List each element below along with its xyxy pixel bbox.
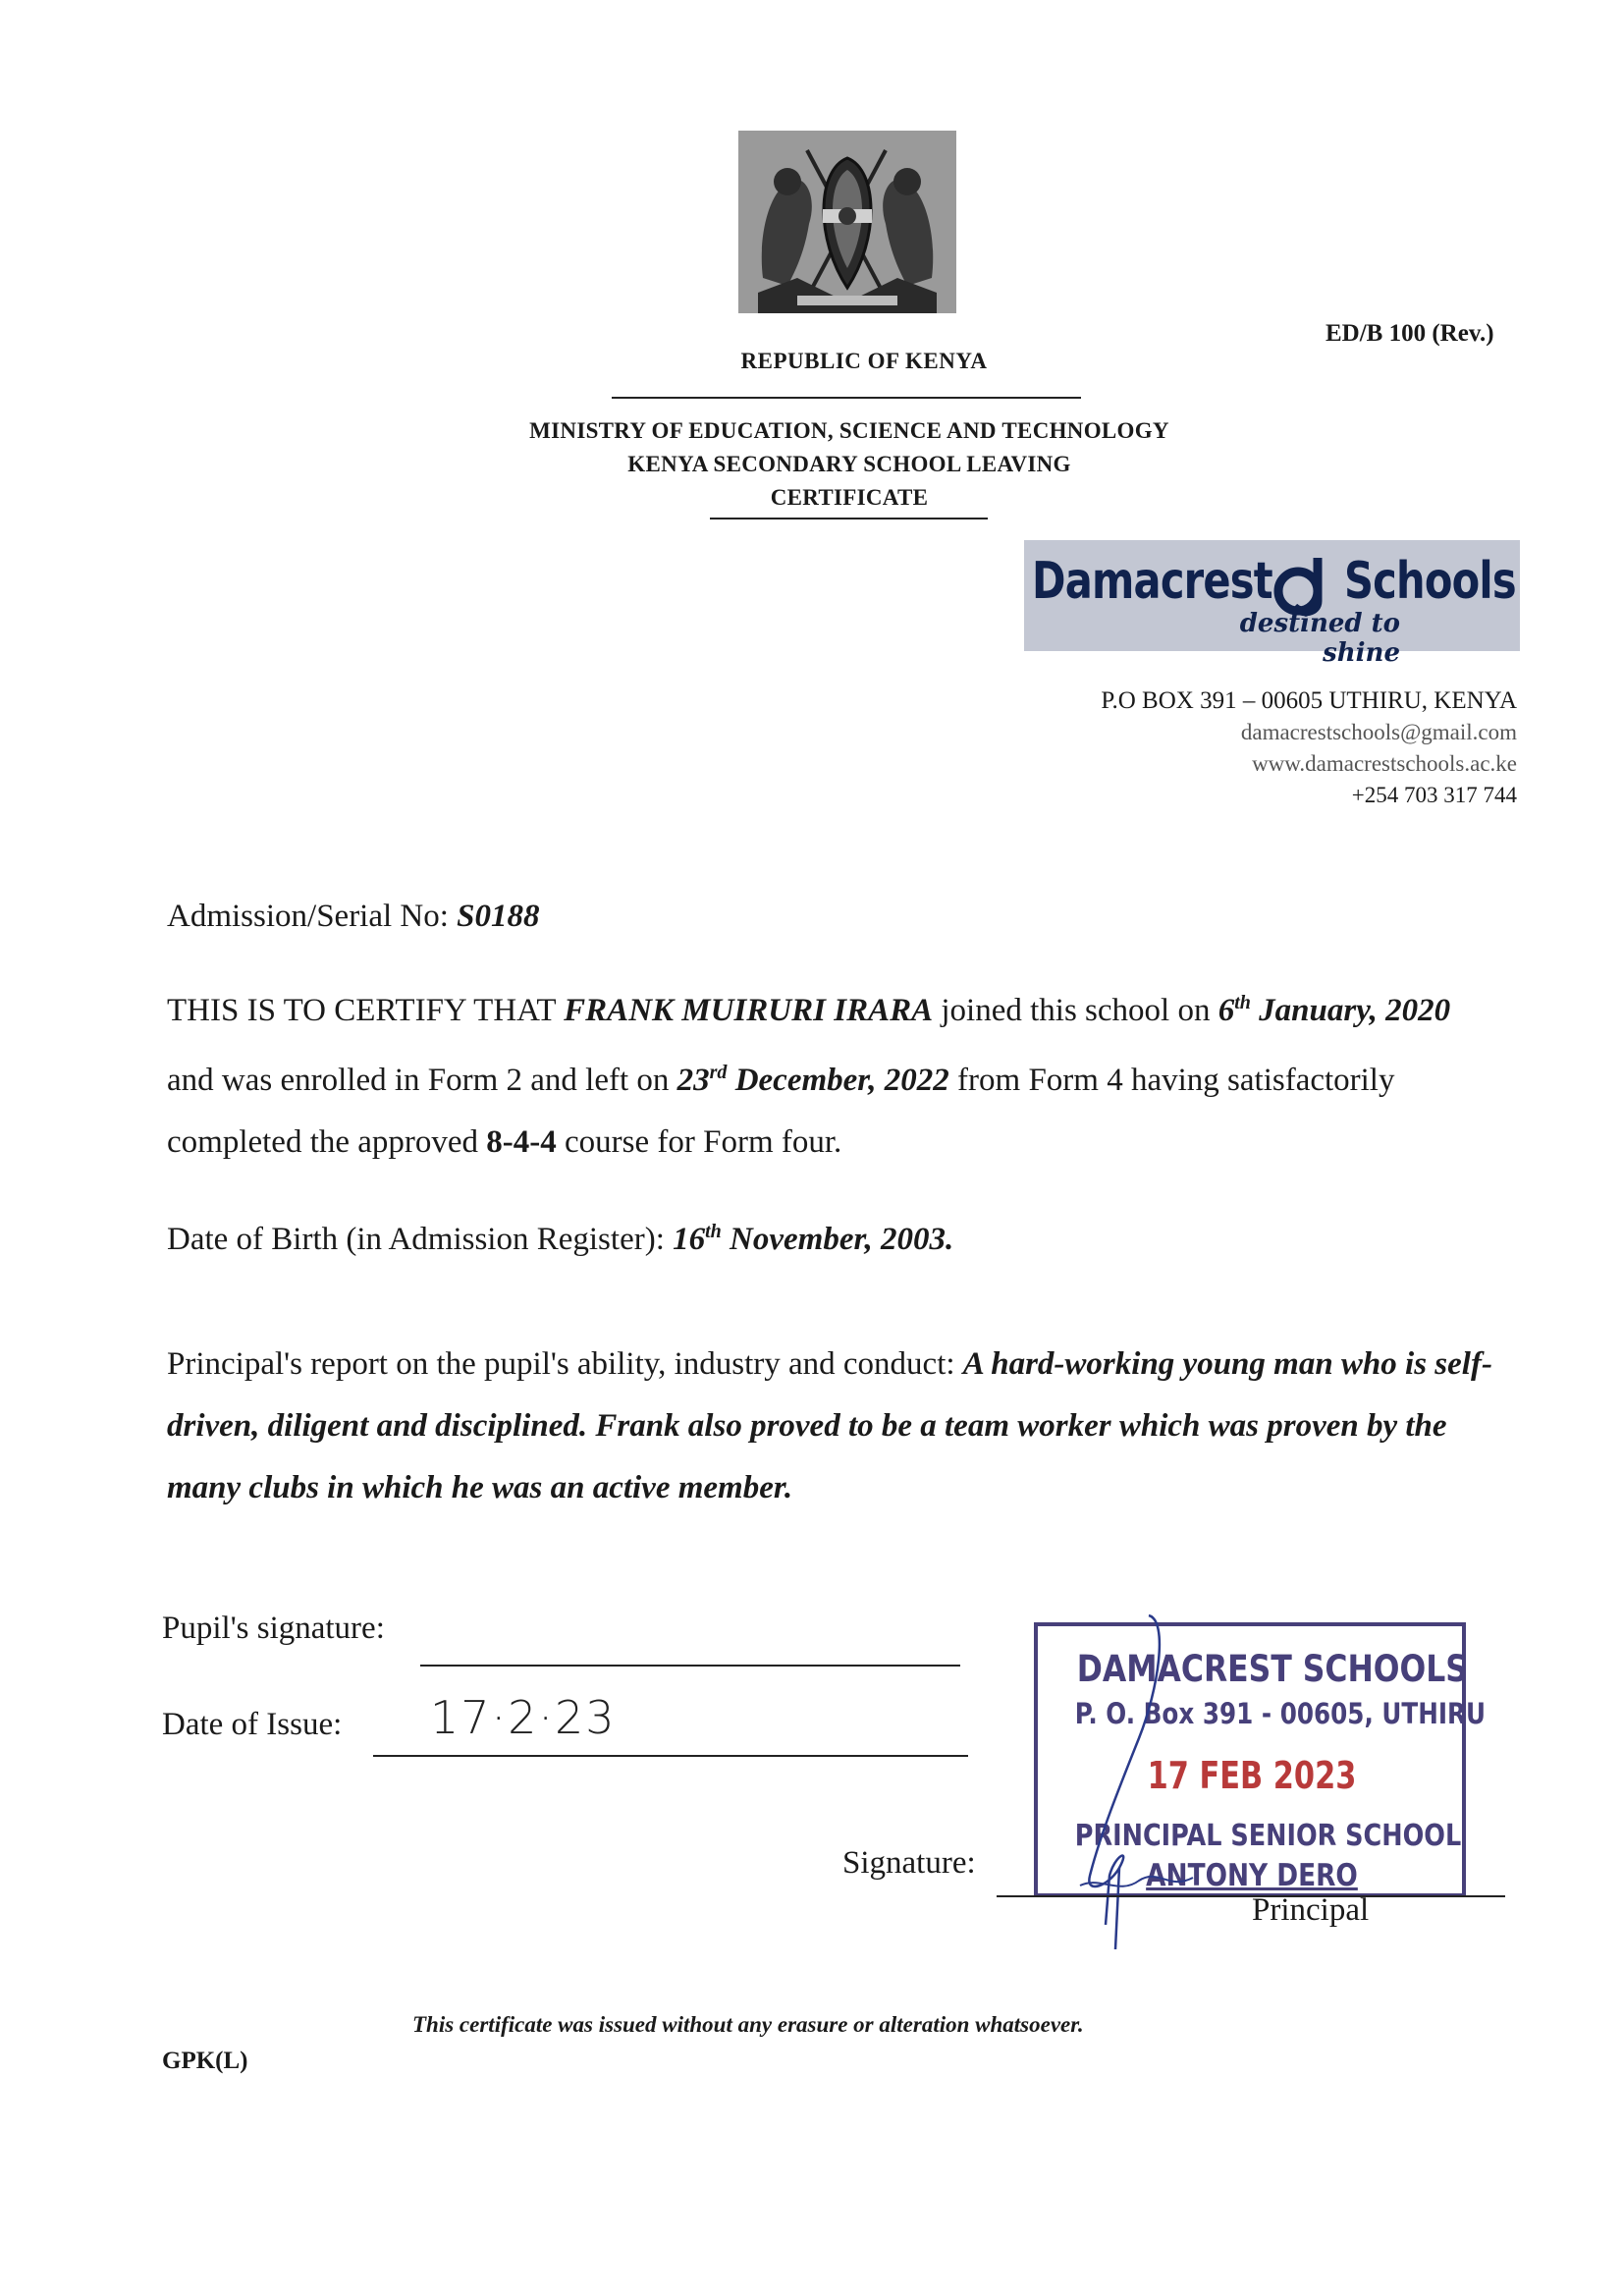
date-of-issue-label: Date of Issue: xyxy=(162,1707,343,1742)
dob-value xyxy=(673,1222,953,1257)
stamp-date: 17 FEB 2023 xyxy=(1147,1754,1357,1797)
handwritten-signature xyxy=(1021,1611,1276,1944)
join-day: 6 xyxy=(1217,993,1235,1028)
ministry-heading xyxy=(422,414,1276,515)
left-day: 23 xyxy=(676,1063,710,1098)
coat-of-arms-emblem xyxy=(738,131,956,313)
join-month-year: January, 2020 xyxy=(1259,993,1451,1028)
completed-text: having satisfactorily completed the approved xyxy=(167,1063,1395,1160)
from-form-text: from Form 4 xyxy=(957,1063,1123,1098)
report-label: Principal's report on the pupil's ability, industry and conduct: xyxy=(167,1346,955,1382)
dob-month-year: November, 2003. xyxy=(730,1222,954,1257)
ministry-line-1: MINISTRY OF EDUCATION, SCIENCE AND TECHNOLOGY xyxy=(529,418,1169,443)
dob-day: 16 xyxy=(673,1222,706,1257)
joined-text: joined this school on xyxy=(941,993,1211,1028)
stamp-po-box: P. O. Box 391 - 00605, UTHIRU xyxy=(1074,1697,1487,1730)
logo-tagline: destined to shine xyxy=(1239,609,1400,668)
coat-of-arms-icon xyxy=(738,131,956,313)
left-date xyxy=(677,1063,949,1098)
stamp-title: PRINCIPAL SENIOR SCHOOL xyxy=(1074,1819,1462,1853)
serial-value: S0188 xyxy=(457,899,540,934)
school-logo xyxy=(1024,540,1520,668)
date-of-birth xyxy=(167,1201,953,1271)
footer-note: This certificate was issued without any erasure or alteration whatsoever. xyxy=(412,2012,1084,2037)
student-name: FRANK MUIRURI IRARA xyxy=(564,993,934,1028)
ministry-line-2: KENYA SECONDARY SCHOOL LEAVING xyxy=(627,452,1071,476)
dob-label: Date of Birth (in Admission Register): xyxy=(167,1222,665,1257)
serial-label: Admission/Serial No: xyxy=(167,899,449,934)
logo-name-part-1: Damacrest xyxy=(1032,552,1272,611)
date-of-issue-line xyxy=(373,1755,968,1757)
po-box: P.O BOX 391 – 00605 UTHIRU, KENYA xyxy=(1101,687,1517,714)
report-text: A hard-working young man who is self-driven, diligent and disciplined. Frank also proved to be a team worker which was proven by the many clubs in which he was an active member. xyxy=(167,1346,1492,1505)
enrolled-text: and was enrolled in Form 2 and left on xyxy=(167,1063,670,1098)
course-system: 8-4-4 xyxy=(486,1124,557,1160)
principal-label: Principal xyxy=(1252,1892,1370,1928)
left-day-suffix: rd xyxy=(709,1062,728,1083)
republic-heading: REPUBLIC OF KENYA xyxy=(740,349,988,373)
phone: +254 703 317 744 xyxy=(1351,783,1517,807)
gpk-code: GPK(L) xyxy=(162,2048,248,2074)
pupil-signature-label: Pupil's signature: xyxy=(162,1611,385,1646)
course-rest: course for Form four. xyxy=(565,1124,842,1160)
stamp-school-name: DAMACREST SCHOOLS xyxy=(1076,1648,1468,1690)
stamp-person: ANTONY DERO xyxy=(1146,1858,1358,1893)
serial-number xyxy=(167,886,540,948)
website: www.damacrestschools.ac.ke xyxy=(1252,751,1517,776)
email: damacrestschools@gmail.com xyxy=(1240,720,1517,744)
left-month-year: December, 2022 xyxy=(734,1063,949,1098)
logo-mark-icon xyxy=(1272,554,1331,617)
form-code: ED/B 100 (Rev.) xyxy=(1325,320,1494,347)
date-of-issue-value: 17·2·23 xyxy=(430,1691,617,1744)
certify-paragraph xyxy=(167,972,1483,1174)
ministry-line-3: CERTIFICATE xyxy=(770,485,929,510)
signature-line xyxy=(997,1895,1505,1897)
dob-day-suffix: th xyxy=(705,1221,722,1242)
signature-label: Signature: xyxy=(842,1845,976,1881)
pupil-signature-line xyxy=(420,1665,960,1667)
school-address xyxy=(1101,685,1517,811)
certificate-divider xyxy=(710,518,988,519)
join-date xyxy=(1218,993,1450,1028)
join-day-suffix: th xyxy=(1234,992,1251,1013)
logo-name-part-2: Schools xyxy=(1344,552,1516,611)
principal-report xyxy=(167,1334,1502,1519)
heading-divider xyxy=(612,397,1081,399)
certify-intro: THIS IS TO CERTIFY THAT xyxy=(167,993,556,1028)
